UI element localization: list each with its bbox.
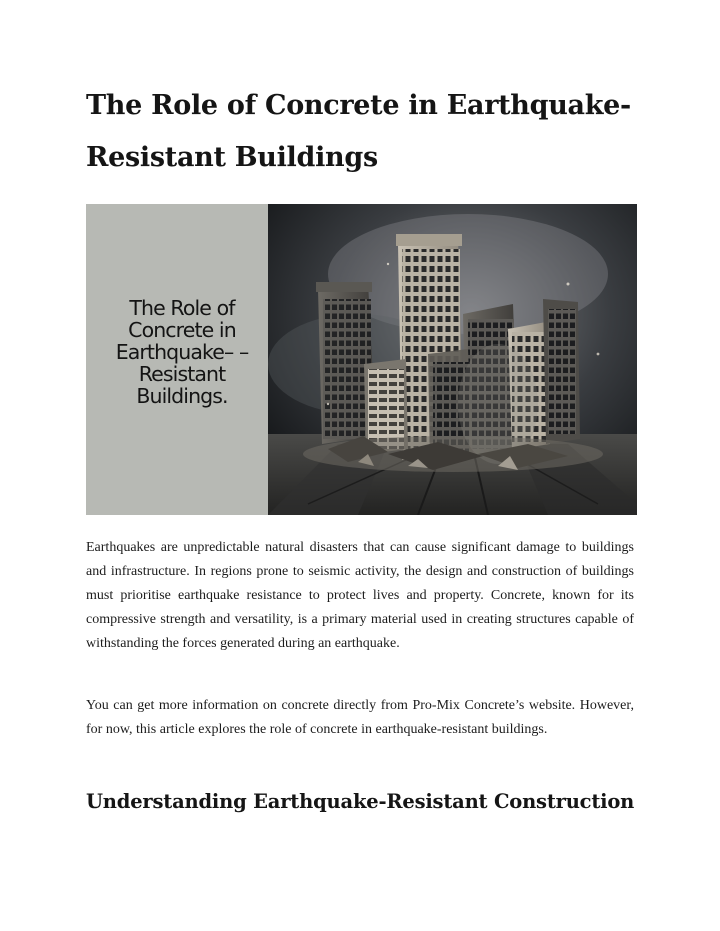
hero-image	[86, 204, 637, 515]
section-heading: Understanding Earthquake-Resistant Construction	[86, 790, 635, 813]
paragraph-more-info: You can get more information on concrete directly from Pro-Mix Concrete’s website. However, for now, this article explores the role of concrete in earthquake-resistant buildings.	[86, 698, 634, 737]
hero-title-panel	[86, 204, 268, 515]
paragraph-intro: Earthquakes are unpredictable natural disasters that can cause significant damage to buildings and infrastructure. In regions prone to seismic activity, the design and construction of buildings must prioritise earthquake resistance to protect lives and property. Concrete, known for its compressive strength and versatility, is a primary material used in creating structures capable of withstanding the forces generated during an earthquake.	[86, 540, 634, 651]
collapsing-buildings-illustration	[268, 204, 637, 515]
page-title: The Role of Concrete in Earthquake-Resistant Buildings	[86, 90, 631, 173]
hero-overlay-text: The Role of Concrete in Earthquake– –Resistant Buildings.	[115, 296, 249, 408]
